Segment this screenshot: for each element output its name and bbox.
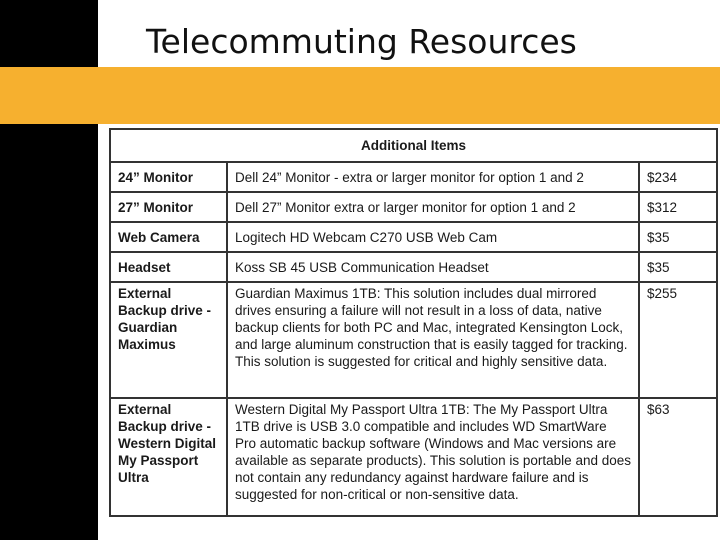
accent-band	[0, 67, 720, 124]
item-price: $255	[639, 282, 717, 398]
item-description: Dell 27” Monitor extra or larger monitor for option 1 and 2	[227, 192, 639, 222]
table-row	[110, 162, 717, 192]
additional-items-table	[109, 128, 718, 517]
item-price: $35	[639, 222, 717, 252]
item-price: $63	[639, 398, 717, 516]
item-description: Dell 24” Monitor - extra or larger monitor for option 1 and 2	[227, 162, 639, 192]
item-description: Logitech HD Webcam C270 USB Web Cam	[227, 222, 639, 252]
table-header: Additional Items	[110, 129, 717, 162]
table-header-row	[110, 129, 717, 162]
item-price: $312	[639, 192, 717, 222]
item-name: 24” Monitor	[110, 162, 227, 192]
table-row	[110, 282, 717, 398]
additional-items-table-container	[109, 128, 718, 523]
item-name: Web Camera	[110, 222, 227, 252]
item-name: 27” Monitor	[110, 192, 227, 222]
item-price: $234	[639, 162, 717, 192]
table-row	[110, 398, 717, 516]
table-row	[110, 252, 717, 282]
table-row	[110, 222, 717, 252]
slide-title: Telecommuting Resources	[146, 22, 577, 61]
item-description: Koss SB 45 USB Communication Headset	[227, 252, 639, 282]
item-description: Guardian Maximus 1TB: This solution includes dual mirrored drives ensuring a failure will not result in a loss of data, native backup clients for both PC and Mac, integrated Kensington Lock, and large aluminum construction that is easily tagged for tracking. This solution is suggested for critical and highly sensitive data.	[227, 282, 639, 398]
item-name: Headset	[110, 252, 227, 282]
item-name: External Backup drive - Guardian Maximus	[110, 282, 227, 398]
table-row	[110, 192, 717, 222]
item-description: Western Digital My Passport Ultra 1TB: The My Passport Ultra 1TB drive is USB 3.0 compatible and includes WD SmartWare Pro automatic backup software (Windows and Mac versions are available as separate products). This solution is portable and does not contain any redundancy against hardware failure and is suggested for non-critical or non-sensitive data.	[227, 398, 639, 516]
item-name: External Backup drive - Western Digital My Passport Ultra	[110, 398, 227, 516]
item-price: $35	[639, 252, 717, 282]
